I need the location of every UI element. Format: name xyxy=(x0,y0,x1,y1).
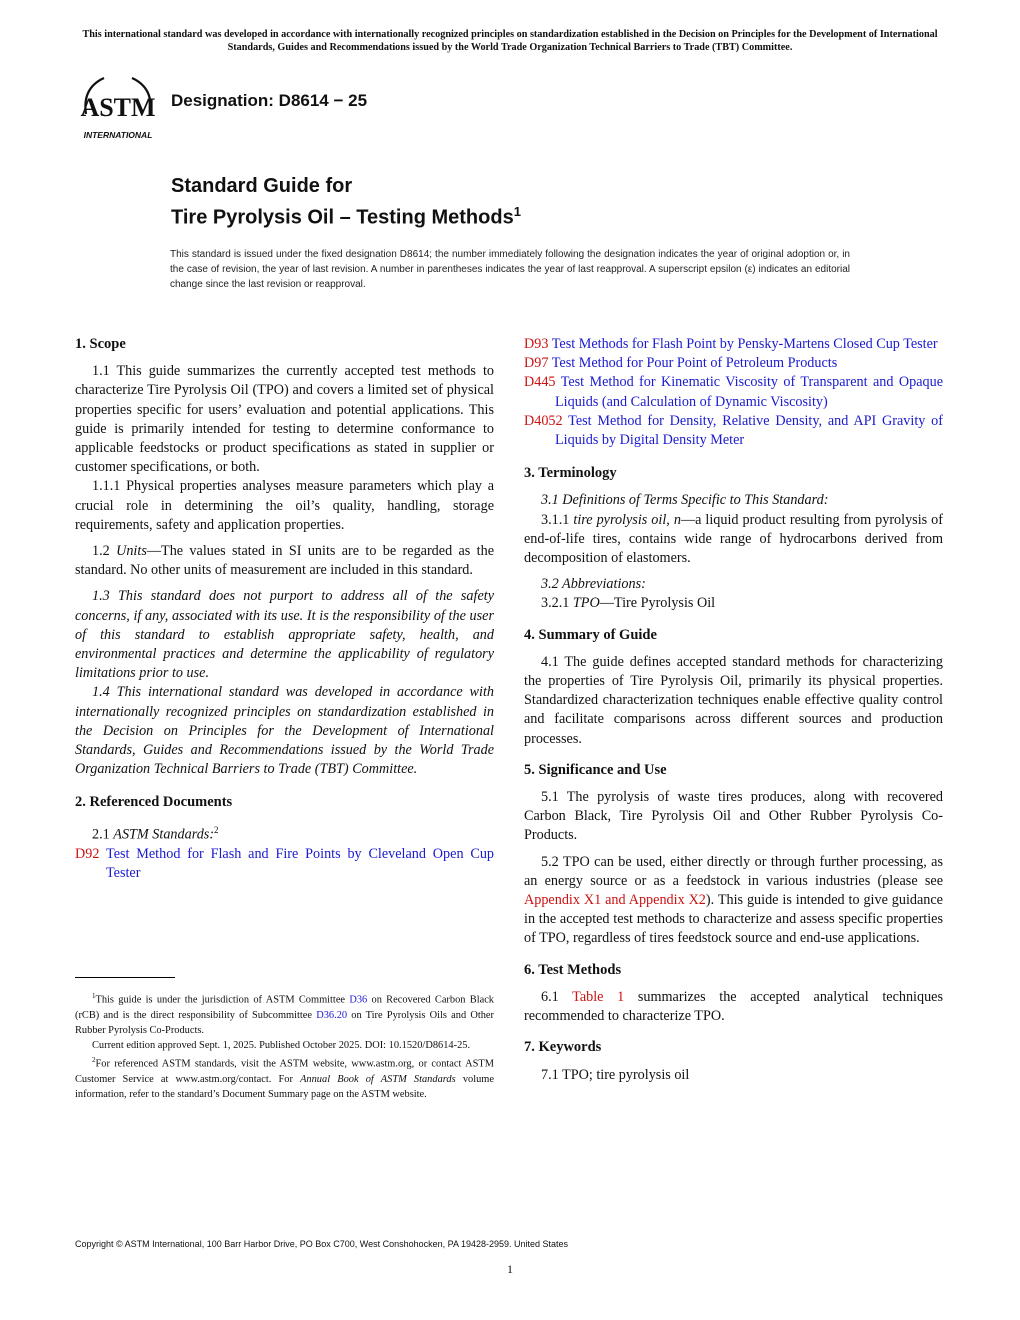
reference-title[interactable]: Test Method for Density, Relative Density, and API Gravity of Liquids by Digital Density Meter xyxy=(555,412,943,449)
reference-item[interactable] xyxy=(524,335,943,354)
logo-text: ASTM xyxy=(80,93,156,122)
para-3-1-1-text: —a liquid product resulting from pyrolysis of end-of-life tires, contains wide range of hydrocarbons derived from decomposition of elastomers. xyxy=(524,511,943,567)
reference-code[interactable]: D4052 xyxy=(524,412,563,429)
committee-link[interactable]: D36 xyxy=(349,994,368,1006)
top-notice: This international standard was developed in accordance with internationally recognized principles on standardization established in the Decision on Principles for the Development of International Standards, Guides and Recommendations issued by the World Trade Organization Technical Barriers to Trade (TBT) Committee. xyxy=(82,29,938,53)
astm-logo-icon xyxy=(76,70,160,142)
para-1-2-text: —The values stated in SI units are to be regarded as the standard. No other units of measurement are included in this standard. xyxy=(75,543,495,579)
para-5-1: 5.1 The pyrolysis of waste tires produces, along with recovered Carbon Black, Tire Pyrolysis Oil and Other Rubber Pyrolysis Co-Products. xyxy=(524,789,943,844)
appendix-link[interactable]: Appendix X1 and Appendix X2 xyxy=(524,892,706,909)
title-main: Tire Pyrolysis Oil – Testing Methods xyxy=(171,206,514,229)
footnote-2 xyxy=(75,1053,494,1102)
table-link[interactable]: Table 1 xyxy=(572,988,625,1005)
document-title xyxy=(171,173,521,231)
footnote-edition: Current edition approved Sept. 1, 2025. Published October 2025. DOI: 10.1520/D8614-25. xyxy=(92,1040,471,1052)
footnote-divider xyxy=(75,977,175,978)
reference-code[interactable]: D92 xyxy=(75,845,100,862)
para-2-1-mark: 2 xyxy=(214,824,219,835)
significance-heading: 5. Significance and Use xyxy=(524,761,667,778)
para-4-1: 4.1 The guide defines accepted standard methods for characterizing the properties of Tire Pyrolysis Oil, primarily its physical properties. Standardized characterization techniques enable effective quality control and facilitate comparisons across different sources and production processes. xyxy=(524,653,943,747)
para-3-1-1-num: 3.1.1 xyxy=(541,511,570,528)
title-footnote-mark: 1 xyxy=(513,204,521,219)
para-2-1-label: ASTM Standards: xyxy=(113,826,215,843)
para-2-1 xyxy=(75,821,494,845)
footnote-1 xyxy=(75,989,494,1038)
keywords-heading: 7. Keywords xyxy=(524,1039,602,1056)
para-3-1-1 xyxy=(524,511,943,569)
para-5-2-post: ). This guide is intended to give guidance in the accepted test methods to characterize and assess specific properties of TPO, regardless of tires feedstock source and end-use applications. xyxy=(524,892,943,947)
subcommittee-link[interactable]: D36.20 xyxy=(316,1009,348,1021)
footnote-1-text-c: on Tire Pyrolysis Oils and Other Rubber Pyrolysis Co-Products. xyxy=(75,1009,494,1036)
scope-heading: 1. Scope xyxy=(75,336,126,352)
para-3-2-1-num: 3.2.1 xyxy=(541,595,570,612)
designation: Designation: D8614 − 25 xyxy=(171,91,368,110)
referenced-heading: 2. Referenced Documents xyxy=(75,794,233,811)
left-column xyxy=(75,335,494,883)
para-1-2-num: 1.2 xyxy=(92,543,110,560)
page-number: 1 xyxy=(507,1262,513,1276)
astm-logo xyxy=(76,70,160,142)
para-1-3: 1.3 This standard does not purport to address all of the safety concerns, if any, associated with its use. It is the responsibility of the user of this standard to establish appropriate safety, health, and environmental practices and determine the applicability of regulatory limitations prior to use. xyxy=(75,588,494,682)
para-1-1: 1.1 This guide summarizes the currently accepted test methods to characterize Tire Pyrolysis Oil (TPO) and covers a limited set of physical properties specific for users’ evaluation and potential applications. This guide is primarily intended for testing to determine conformance to applicable feedstocks or product specifications as stated in supplier or customer specifications, or both. xyxy=(75,363,494,476)
reference-title[interactable]: Test Methods for Flash Point by Pensky-Martens Closed Cup Tester xyxy=(551,336,938,352)
title-line-1: Standard Guide for xyxy=(171,175,353,197)
para-5-2 xyxy=(524,853,943,949)
para-3-2-1 xyxy=(524,594,943,613)
summary-heading: 4. Summary of Guide xyxy=(524,626,657,643)
para-6-1-post: summarizes the accepted analytical techniques recommended to characterize TPO. xyxy=(524,988,943,1025)
para-1-2-label: Units xyxy=(116,543,147,560)
para-3-2-1-term: TPO xyxy=(572,595,600,612)
test-methods-heading: 6. Test Methods xyxy=(524,961,622,978)
right-column xyxy=(524,335,943,1085)
para-7-1: 7.1 TPO; tire pyrolysis oil xyxy=(541,1066,690,1083)
copyright: Copyright © ASTM International, 100 Barr Harbor Drive, PO Box C700, West Conshohocken, PA 19428-2959. United States xyxy=(75,1239,569,1249)
para-3-2-1-text: —Tire Pyrolysis Oil xyxy=(599,595,716,612)
terminology-heading: 3. Terminology xyxy=(524,465,617,482)
reference-item[interactable] xyxy=(524,373,943,411)
para-6-1 xyxy=(524,988,943,1026)
footnote-1-mark: 1 xyxy=(92,992,96,1000)
reference-code[interactable]: D445 xyxy=(524,374,556,391)
title-line-2 xyxy=(171,199,521,231)
reference-item[interactable] xyxy=(524,354,943,373)
para-3-1-1-term: tire pyrolysis oil, n xyxy=(573,511,681,528)
para-1-2 xyxy=(75,542,494,580)
reference-title[interactable]: Test Method for Flash and Fire Points by Cleveland Open Cup Tester xyxy=(106,845,495,881)
para-3-1: 3.1 Definitions of Terms Specific to This Standard: xyxy=(541,492,829,509)
para-5-2-pre: 5.2 TPO can be used, either directly or through further processing, as an energy source or as a feedstock in various industries (please see xyxy=(524,853,943,889)
reference-code[interactable]: D97 xyxy=(524,355,549,372)
reference-item[interactable] xyxy=(524,412,943,450)
footnote-1-text-b: on Recovered Carbon Black (rCB) and is the direct responsibility of Subcommittee xyxy=(75,994,494,1021)
reference-item[interactable] xyxy=(75,845,494,883)
para-1-1-1: 1.1.1 Physical properties analyses measure parameters which play a crucial role in determining the oil’s quality, handling, storage requirements, safety and application properties. xyxy=(75,478,494,533)
footnotes xyxy=(75,989,494,1102)
reference-code[interactable]: D93 xyxy=(524,336,549,352)
para-3-2: 3.2 Abbreviations: xyxy=(541,576,646,593)
footnote-2-italic: Annual Book of ASTM Standards xyxy=(300,1073,456,1085)
issued-statement: This standard is issued under the fixed designation D8614; the number immediately following the designation indicates the year of original adoption or, in the case of revision, the year of last revision. A number in parentheses indicates the year of last reapproval. A superscript epsilon (ε) indicates an editorial change since the last revision or reapproval. xyxy=(170,249,850,291)
para-1-4: 1.4 This international standard was developed in accordance with internationally recognized principles on standardization established in the Decision on Principles for the Development of International Standards, Guides and Recommendations issued by the World Trade Organization Technical Barriers to Trade (TBT) Committee. xyxy=(75,684,494,778)
footnote-2-text-b: volume information, refer to the standard’s Document Summary page on the ASTM website. xyxy=(75,1073,494,1101)
para-2-1-num: 2.1 xyxy=(92,826,110,843)
reference-title[interactable]: Test Method for Kinematic Viscosity of Transparent and Opaque Liquids (and Calculation of Dynamic Viscosity) xyxy=(555,374,943,410)
para-6-1-pre: 6.1 xyxy=(541,988,573,1005)
logo-subtext: INTERNATIONAL xyxy=(83,130,153,140)
footnote-1-text-a: This guide is under the jurisdiction of ASTM Committee xyxy=(95,994,350,1006)
reference-title[interactable]: Test Method for Pour Point of Petroleum Products xyxy=(551,355,838,372)
footnote-2-text-a: For referenced ASTM standards, visit the ASTM website, www.astm.org, or contact ASTM Customer Service at www.astm.org/contact. For xyxy=(75,1058,494,1085)
footnote-2-mark: 2 xyxy=(92,1056,96,1065)
